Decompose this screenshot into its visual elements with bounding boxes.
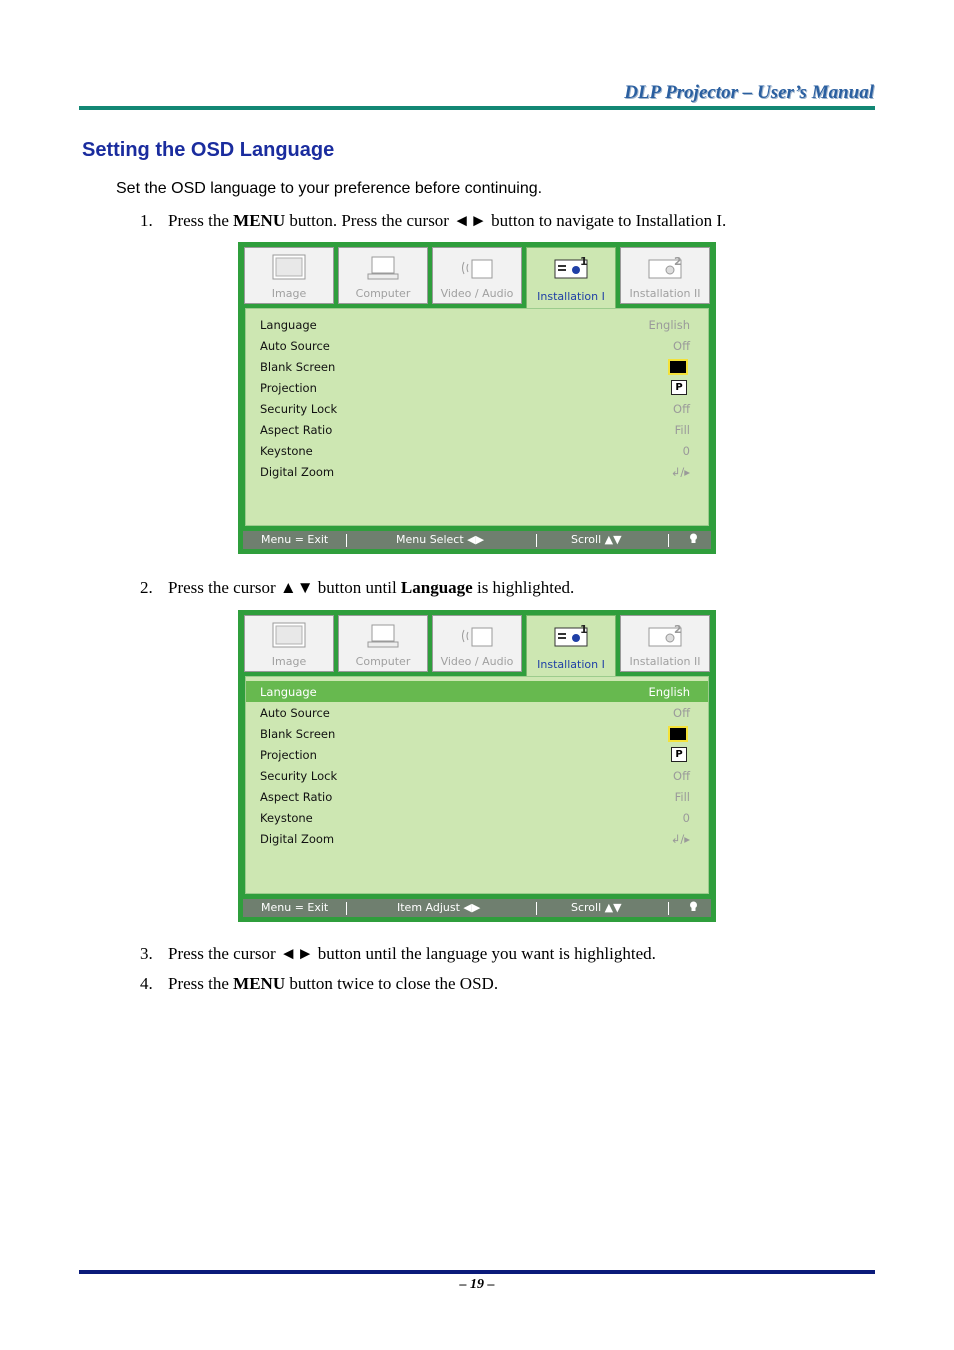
- image-icon: [272, 254, 306, 282]
- step-text-bold: MENU: [233, 974, 286, 993]
- osd-tab-bar: [243, 247, 711, 307]
- tab-label: Image: [271, 655, 307, 668]
- menu-row-blank-screen[interactable]: [246, 723, 708, 744]
- step-text-pre: Press the: [168, 974, 234, 993]
- blank-screen-color-swatch: [668, 359, 688, 375]
- row-label: Projection: [260, 381, 317, 395]
- menu-row-projection[interactable]: [246, 744, 708, 765]
- menu-row-digital-zoom[interactable]: [246, 461, 708, 482]
- row-value: Fill: [674, 423, 690, 437]
- step-text-bold: MENU: [233, 211, 286, 230]
- row-label: Digital Zoom: [260, 465, 335, 479]
- projector-2-icon: [648, 622, 682, 650]
- page-number: – 19 –: [459, 1277, 495, 1292]
- menu-row-security-lock[interactable]: [246, 398, 708, 419]
- tab-label: Image: [271, 287, 307, 300]
- step-3: [140, 944, 656, 964]
- computer-icon: [366, 254, 400, 282]
- osd-menu-installation-1: [238, 242, 716, 554]
- osd-tab-bar: [243, 615, 711, 675]
- step-text-pre: Press the cursor ▲▼ button until: [168, 578, 401, 597]
- menu-row-aspect-ratio[interactable]: [246, 419, 708, 440]
- lightbulb-icon: [689, 901, 698, 912]
- row-value: Off: [673, 402, 690, 416]
- row-value: Fill: [674, 790, 690, 804]
- menu-row-projection[interactable]: [246, 377, 708, 398]
- menu-row-keystone[interactable]: [246, 440, 708, 461]
- help-separator: [346, 534, 347, 547]
- row-label: Auto Source: [260, 339, 330, 353]
- row-label: Language: [260, 318, 317, 332]
- footer-rule: [79, 1270, 875, 1274]
- step-number: 2.: [140, 578, 153, 597]
- projector-2-icon: [648, 254, 682, 282]
- tab-computer[interactable]: [338, 615, 428, 672]
- svg-text:1: 1: [580, 623, 588, 636]
- step-text-post: is highlighted.: [472, 578, 575, 597]
- row-value: Off: [673, 706, 690, 720]
- row-label: Language: [260, 685, 317, 699]
- row-label: Auto Source: [260, 706, 330, 720]
- row-value: English: [648, 318, 690, 332]
- menu-row-language[interactable]: [246, 314, 708, 335]
- tab-label: Installation I: [537, 290, 605, 303]
- step-text-post: button. Press the cursor ◄► button to navigate to Installation I.: [285, 211, 727, 230]
- tab-image[interactable]: [244, 615, 334, 672]
- row-label: Aspect Ratio: [260, 423, 333, 437]
- help-separator: [668, 534, 669, 547]
- tab-installation-1[interactable]: [526, 615, 616, 679]
- enter-arrow-icon: ↲/▸: [670, 465, 690, 479]
- header-rule: [79, 106, 875, 110]
- tab-label: Computer: [355, 655, 411, 668]
- step-text-pre: Press the: [168, 211, 234, 230]
- svg-text:2: 2: [674, 255, 682, 268]
- tab-label: Installation II: [629, 287, 701, 300]
- step-text-bold: Language: [400, 578, 473, 597]
- help-separator: [536, 534, 537, 547]
- row-label: Keystone: [260, 811, 313, 825]
- step-1: [140, 211, 726, 231]
- row-label: Digital Zoom: [260, 832, 335, 846]
- row-value: Off: [673, 339, 690, 353]
- help-menu-exit: Menu = Exit: [261, 533, 329, 546]
- step-number: 3.: [140, 944, 153, 963]
- tab-installation-2[interactable]: [620, 615, 710, 672]
- osd-help-bar: [243, 899, 711, 917]
- row-label: Security Lock: [260, 769, 338, 783]
- tab-label: Video / Audio: [440, 655, 514, 668]
- osd-help-bar: [243, 531, 711, 549]
- menu-row-digital-zoom[interactable]: [246, 828, 708, 849]
- lightbulb-icon: [689, 533, 698, 544]
- row-label: Blank Screen: [260, 360, 336, 374]
- osd-menu-installation-1-language-highlighted: [238, 610, 716, 922]
- video-audio-icon: [460, 254, 494, 282]
- help-separator: [346, 902, 347, 915]
- row-value: English: [648, 685, 690, 699]
- tab-video-audio[interactable]: [432, 615, 522, 672]
- menu-row-aspect-ratio[interactable]: [246, 786, 708, 807]
- help-scroll: Scroll ▲▼: [571, 533, 622, 546]
- osd-menu-panel: [245, 308, 709, 526]
- tab-video-audio[interactable]: [432, 247, 522, 304]
- tab-installation-2[interactable]: [620, 247, 710, 304]
- osd-menu-panel: [245, 676, 709, 894]
- menu-row-auto-source[interactable]: [246, 702, 708, 723]
- row-value: 0: [682, 811, 690, 825]
- row-label: Keystone: [260, 444, 313, 458]
- running-header-title: DLP Projector – User’s Manual: [624, 82, 874, 103]
- step-2: [140, 578, 574, 598]
- projector-1-icon: [554, 622, 588, 650]
- row-label: Projection: [260, 748, 317, 762]
- step-text-post: button twice to close the OSD.: [285, 974, 499, 993]
- tab-label: Video / Audio: [440, 287, 514, 300]
- tab-label: Installation II: [629, 655, 701, 668]
- tab-label: Computer: [355, 287, 411, 300]
- menu-row-language-highlighted[interactable]: [246, 681, 708, 702]
- step-text-pre: Press the cursor ◄► button until the language you want is highlighted.: [168, 944, 656, 963]
- row-label: Blank Screen: [260, 727, 336, 741]
- help-scroll: Scroll ▲▼: [571, 901, 622, 914]
- tab-label: Installation I: [537, 658, 605, 671]
- tab-image[interactable]: [244, 247, 334, 304]
- row-label: Aspect Ratio: [260, 790, 333, 804]
- intro-text: Set the OSD language to your preference before continuing.: [116, 180, 543, 197]
- projector-1-icon: [554, 254, 588, 282]
- video-audio-icon: [460, 622, 494, 650]
- section-title: Setting the OSD Language: [82, 139, 335, 161]
- computer-icon: [366, 622, 400, 650]
- image-icon: [272, 622, 306, 650]
- tab-installation-1[interactable]: [526, 247, 616, 311]
- help-menu-exit: Menu = Exit: [261, 901, 329, 914]
- help-separator: [536, 902, 537, 915]
- svg-text:1: 1: [580, 255, 588, 268]
- step-number: 1.: [140, 211, 153, 230]
- menu-row-auto-source[interactable]: [246, 335, 708, 356]
- row-value: 0: [682, 444, 690, 458]
- menu-row-blank-screen[interactable]: [246, 356, 708, 377]
- help-item-adjust: Item Adjust ◀▶: [397, 901, 481, 914]
- row-label: Security Lock: [260, 402, 338, 416]
- row-value: Off: [673, 769, 690, 783]
- help-separator: [668, 902, 669, 915]
- tab-computer[interactable]: [338, 247, 428, 304]
- menu-row-keystone[interactable]: [246, 807, 708, 828]
- blank-screen-color-swatch: [668, 726, 688, 742]
- enter-arrow-icon: ↲/▸: [670, 832, 690, 846]
- svg-text:2: 2: [674, 623, 682, 636]
- step-number: 4.: [140, 974, 153, 993]
- menu-row-security-lock[interactable]: [246, 765, 708, 786]
- projection-mode-icon: P: [671, 380, 687, 395]
- projection-mode-icon: P: [671, 747, 687, 762]
- help-menu-select: Menu Select ◀▶: [396, 533, 485, 546]
- step-4: [140, 974, 498, 994]
